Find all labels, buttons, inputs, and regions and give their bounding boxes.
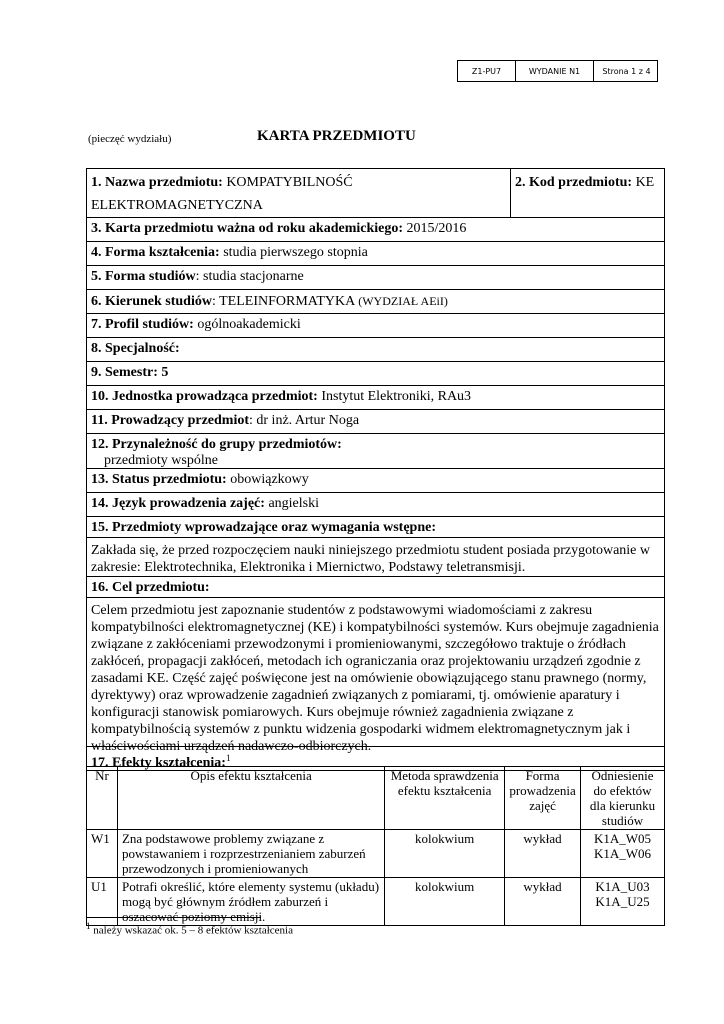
profil-value: ogólnoakademicki bbox=[193, 317, 301, 332]
efekty-label: 17. Efekty kształcenia: bbox=[91, 755, 226, 771]
wymagania-label: 15. Przedmioty wprowadzające oraz wymagania wstępne: bbox=[91, 520, 437, 535]
cel-label: 16. Cel przedmiotu: bbox=[91, 580, 210, 595]
row-specjalnosc bbox=[87, 338, 664, 362]
header-forma: Forma prowadzenia zajęć bbox=[505, 767, 581, 830]
odniesienie-code: K1A_W06 bbox=[593, 846, 652, 861]
row-cel bbox=[87, 577, 664, 754]
profil-label: 7. Profil studiów: bbox=[91, 317, 194, 332]
karta-value: 2015/2016 bbox=[403, 221, 467, 236]
header-metoda: Metoda sprawdzenia efektu kształcenia bbox=[385, 767, 505, 830]
status-label: 13. Status przedmiotu: bbox=[91, 472, 227, 487]
table-row bbox=[87, 830, 665, 878]
grupa-label: 12. Przynależność do grupy przedmiotów: bbox=[91, 437, 342, 452]
semestr-label: 9. Semestr: 5 bbox=[91, 365, 169, 380]
row-karta bbox=[87, 218, 664, 242]
row-forma-studiow bbox=[87, 266, 664, 290]
forma-ksztalcenia-value: studia pierwszego stopnia bbox=[219, 245, 368, 260]
row-wymagania bbox=[87, 517, 664, 577]
row-profil bbox=[87, 314, 664, 338]
prowadzacy-value: : dr inż. Artur Noga bbox=[249, 413, 360, 428]
document-code: Z1-PU7 bbox=[458, 61, 516, 81]
table-row bbox=[87, 878, 665, 926]
nazwa-value-line2: ELEKTROMAGNETYCZNA bbox=[91, 198, 263, 213]
specjalnosc-label: 8. Specjalność: bbox=[91, 341, 180, 356]
row-nazwa-kod bbox=[87, 169, 664, 218]
field-nazwa bbox=[87, 169, 511, 217]
row-forma: wykład bbox=[505, 830, 581, 878]
footnote-separator bbox=[86, 917, 261, 918]
header-odniesienie: Odniesienie do efektów dla kierunku studiów bbox=[581, 767, 665, 830]
learning-outcomes-table bbox=[86, 766, 665, 926]
footnote-text: należy wskazać ok. 5 – 8 efektów kształcenia bbox=[90, 924, 293, 937]
row-nr: U1 bbox=[87, 878, 118, 926]
nazwa-value: KOMPATYBILNOŚĆ bbox=[222, 175, 353, 190]
row-grupa bbox=[87, 434, 664, 469]
jezyk-value: angielski bbox=[264, 496, 319, 511]
row-semestr bbox=[87, 362, 664, 386]
footnote bbox=[86, 921, 293, 937]
jednostka-value: Instytut Elektroniki, RAu3 bbox=[317, 389, 472, 404]
odniesienie-code: K1A_U25 bbox=[595, 894, 650, 909]
jezyk-label: 14. Język prowadzenia zajęć: bbox=[91, 496, 265, 511]
row-opis: Zna podstawowe problemy związane z powstawaniem i rozprzestrzenianiem zaburzeń przewodzonych i promieniowanych bbox=[117, 830, 384, 878]
row-forma: wykład bbox=[505, 878, 581, 926]
odniesienie-code: K1A_W05 bbox=[593, 831, 652, 846]
kierunek-value: : TELEINFORMATYKA bbox=[211, 294, 356, 309]
efekty-footnote-mark: 1 bbox=[225, 753, 231, 763]
kod-label: 2. Kod przedmiotu: bbox=[515, 175, 633, 190]
forma-studiow-value: : studia stacjonarne bbox=[195, 269, 304, 284]
row-prowadzacy bbox=[87, 410, 664, 434]
forma-ksztalcenia-label: 4. Forma kształcenia: bbox=[91, 245, 220, 260]
status-value: obowiązkowy bbox=[226, 472, 309, 487]
faculty-stamp-label: (pieczęć wydziału) bbox=[88, 133, 172, 145]
cel-text: Celem przedmiotu jest zapoznanie studentów z podstawowymi wiadomościami z zakresu kompatybilności elektromagnetycznej (KE) i kompatybilności systemów. Kurs obejmuje zagadnienia związane z zakłóceniami przewodzonymi i promieniowanymi, szczegółowo traktuje o źródłach zakłóceń, propagacji zakłóceń, metodach ich ograniczania oraz projektowaniu urządzeń zgodnie z zasadami KE. Część zajęć poświęcone jest na omówienie obowiązującego stanu prawnego (normy, dyrektywy) oraz wprowadzenie zagadnień związanych z pomiarami, tj. omówienie aparatury i konfiguracji stanowisk pomiarowych. Kurs obejmuje również zagadnienia związane z kompatybilnością systemów z punktu widzenia gospodarki widmem elektromagnetycznym jak i właściwościami urządzeń nadawczo-odbiorczych. bbox=[87, 597, 664, 755]
odniesienie-code: K1A_U03 bbox=[595, 879, 650, 894]
row-status bbox=[87, 469, 664, 493]
row-kierunek bbox=[87, 290, 664, 314]
edition-label: WYDANIE N1 bbox=[516, 61, 594, 81]
header-opis: Opis efektu kształcenia bbox=[117, 767, 384, 830]
row-odniesienie bbox=[581, 830, 665, 878]
kierunek-wydzial: (WYDZIAŁ AEiI) bbox=[355, 294, 448, 308]
footnote-mark: 1 bbox=[86, 921, 91, 931]
row-odniesienie bbox=[581, 878, 665, 926]
row-metoda: kolokwium bbox=[385, 878, 505, 926]
row-forma-ksztalcenia bbox=[87, 242, 664, 266]
forma-studiow-label: 5. Forma studiów bbox=[91, 269, 196, 284]
header-nr: Nr bbox=[87, 767, 118, 830]
row-opis: Potrafi określić, które elementy systemu (układu) mogą być głównym źródłem zaburzeń i oszacować poziomy emisji. bbox=[117, 878, 384, 926]
grupa-value: przedmioty wspólne bbox=[104, 453, 218, 468]
row-metoda: kolokwium bbox=[385, 830, 505, 878]
row-jezyk bbox=[87, 493, 664, 517]
page-title: KARTA PRZEDMIOTU bbox=[257, 128, 416, 144]
course-form bbox=[86, 168, 665, 771]
row-jednostka bbox=[87, 386, 664, 410]
jednostka-label: 10. Jednostka prowadząca przedmiot: bbox=[91, 389, 318, 404]
field-kod bbox=[511, 169, 664, 217]
karta-label: 3. Karta przedmiotu ważna od roku akademickiego: bbox=[91, 221, 404, 236]
page-number: Strona 1 z 4 bbox=[602, 66, 651, 76]
prowadzacy-label: 11. Prowadzący przedmiot bbox=[91, 413, 249, 428]
document-header-box bbox=[457, 60, 658, 82]
nazwa-label: 1. Nazwa przedmiotu: bbox=[91, 175, 223, 190]
row-nr: W1 bbox=[87, 830, 118, 878]
wymagania-text: Zakłada się, że przed rozpoczęciem nauki niniejszego przedmiotu student posiada przygotowanie w zakresie: Elektrotechnika, Elektronika i Miernictwo, Podstawy teletransmisji. bbox=[87, 537, 664, 576]
table-header-row bbox=[87, 767, 665, 830]
kierunek-label: 6. Kierunek studiów bbox=[91, 294, 212, 309]
kod-value: KE bbox=[632, 175, 655, 190]
